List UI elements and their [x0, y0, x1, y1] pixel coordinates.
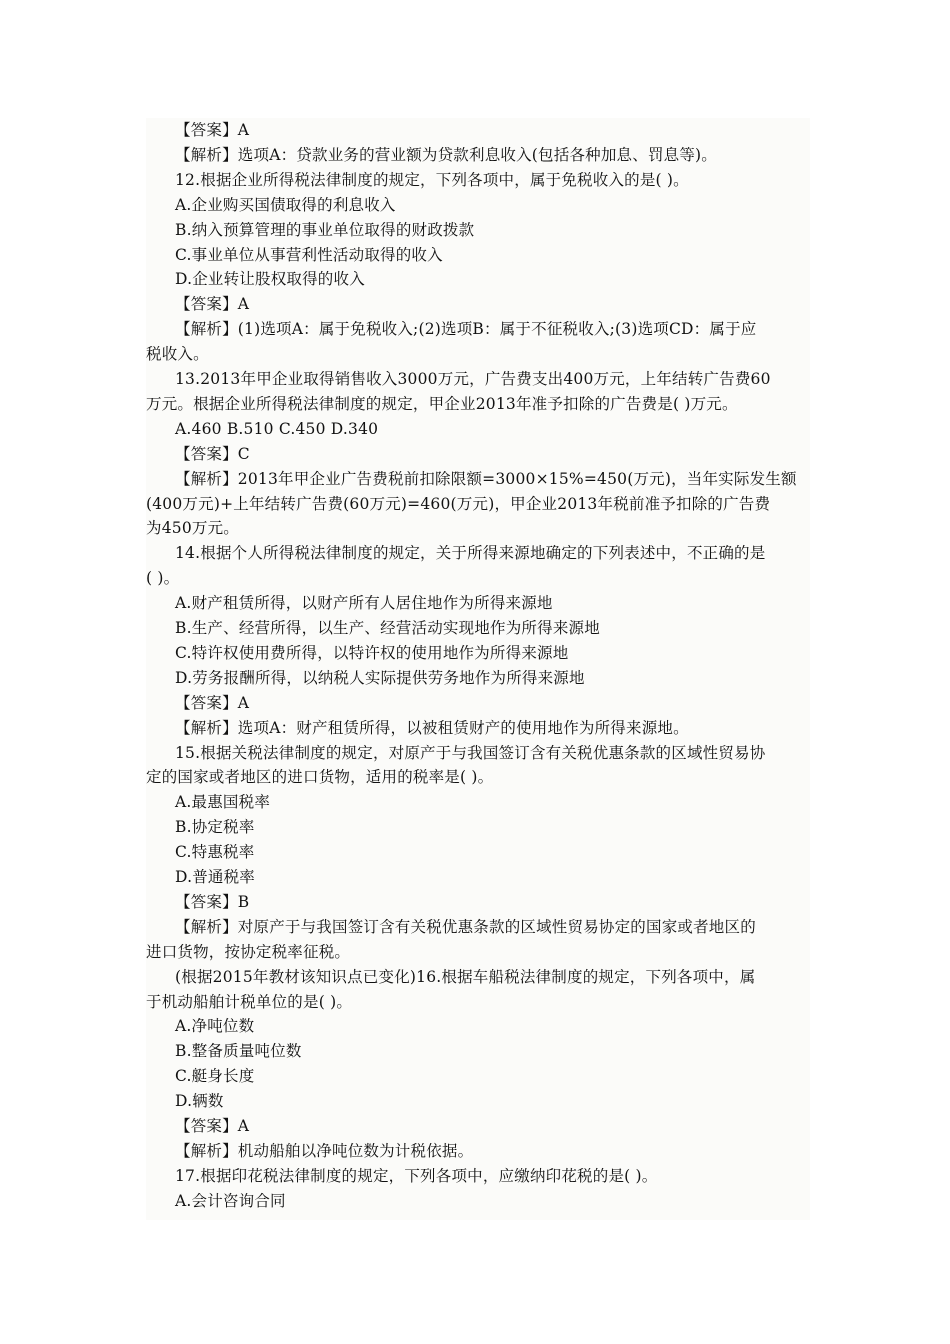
text-line: ( )。: [146, 569, 180, 588]
text-line: 17.根据印花税法律制度的规定，下列各项中，应缴纳印花税的是( )。: [175, 1166, 658, 1185]
text-line: 【解析】(1)选项A：属于免税收入;(2)选项B：属于不征税收入;(3)选项CD：属于应: [175, 320, 757, 339]
text-line: 14.根据个人所得税法律制度的规定，关于所得来源地确定的下列表述中，不正确的是: [175, 544, 766, 563]
text-line: C.艇身长度: [175, 1067, 255, 1086]
text-line: (400万元)+上年结转广告费(60万元)=460(万元)，甲企业2013年税前准予扣除的广告费: [146, 494, 771, 513]
text-line: 【答案】A: [175, 1117, 250, 1135]
text-line: 进口货物，按协定税率征税。: [146, 942, 351, 961]
text-line: B.整备质量吨位数: [175, 1042, 302, 1061]
text-line: 【解析】2013年甲企业广告费税前扣除限额=3000×15%=450(万元)，当年实际发生额: [175, 469, 797, 488]
text-line: A.最惠国税率: [175, 793, 271, 812]
text-line: 于机动船舶计税单位的是( )。: [146, 992, 353, 1011]
text-line: 【答案】A: [175, 121, 250, 139]
text-line: 【答案】C: [175, 444, 250, 463]
text-line: 【解析】选项A：贷款业务的营业额为贷款利息收入(包括各种加息、罚息等)。: [175, 145, 717, 164]
text-line: 【解析】对原产于与我国签订含有关税优惠条款的区域性贸易协定的国家或者地区的: [175, 917, 756, 936]
text-line: 12.根据企业所得税法律制度的规定，下列各项中，属于免税收入的是( )。: [175, 170, 689, 189]
text-line: B.纳入预算管理的事业单位取得的财政拨款: [175, 220, 475, 239]
text-line: A.会计咨询合同: [175, 1191, 286, 1210]
text-line: D.劳务报酬所得，以纳税人实际提供劳务地作为所得来源地: [175, 668, 585, 687]
text-line: D.辆数: [175, 1092, 224, 1111]
text-line: D.企业转让股权取得的收入: [175, 270, 365, 289]
text-line: 定的国家或者地区的进口货物，适用的税率是( )。: [146, 768, 494, 787]
text-line: 【答案】A: [175, 295, 250, 314]
text-line: 税收入。: [146, 345, 209, 364]
text-line: 【解析】机动船舶以净吨位数为计税依据。: [175, 1141, 474, 1160]
text-line: 为450万元。: [146, 519, 239, 538]
text-line: 【答案】A: [175, 693, 250, 712]
text-line: (根据2015年教材该知识点已变化)16.根据车船税法律制度的规定，下列各项中，属: [175, 967, 756, 986]
text-line: A.财产租赁所得，以财产所有人居住地作为所得来源地: [175, 594, 553, 613]
text-line: A.460 B.510 C.450 D.340: [175, 419, 379, 438]
text-line: 万元。根据企业所得税法律制度的规定，甲企业2013年准予扣除的广告费是( )万元。: [146, 394, 738, 413]
text-line: C.特惠税率: [175, 843, 255, 862]
text-line: 13.2013年甲企业取得销售收入3000万元，广告费支出400万元，上年结转广告费60: [175, 370, 771, 388]
text-line: C.事业单位从事营利性活动取得的收入: [175, 245, 443, 264]
text-line: 15.根据关税法律制度的规定，对原产于与我国签订含有关税优惠条款的区域性贸易协: [175, 743, 766, 762]
text-line: B.协定税率: [175, 818, 255, 837]
text-line: 【解析】选项A：财产租赁所得，以被租赁财产的使用地作为所得来源地。: [175, 718, 689, 737]
text-line: B.生产、经营所得，以生产、经营活动实现地作为所得来源地: [175, 619, 600, 637]
text-line: D.普通税率: [175, 868, 256, 886]
text-line: A.企业购买国债取得的利息收入: [175, 195, 396, 214]
text-line: C.特许权使用费所得，以特许权的使用地作为所得来源地: [175, 643, 569, 662]
document-body: [146, 118, 810, 1220]
text-line: A.净吨位数: [175, 1017, 255, 1036]
text-line: 【答案】B: [175, 892, 250, 911]
